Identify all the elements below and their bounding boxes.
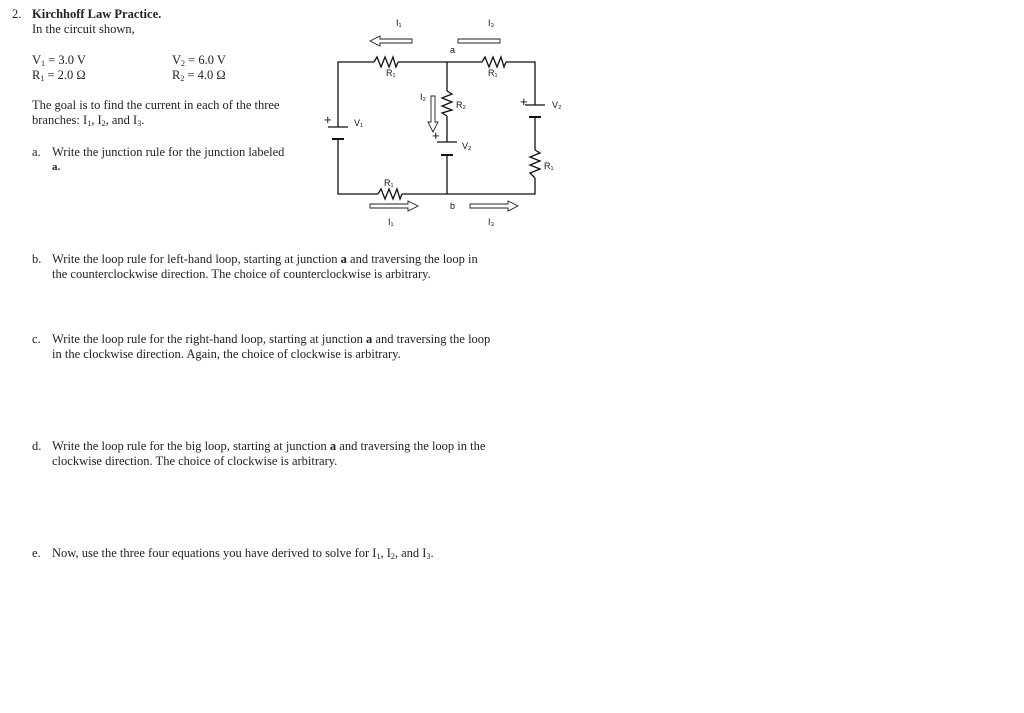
part-a-line-2: a. (52, 161, 61, 173)
V2-right-plus-sign: + (520, 94, 528, 109)
label-R2: R₂ (456, 100, 466, 110)
arrow-I1-top (370, 36, 412, 46)
given-r1: $R_1 = 2.0$ Ω (32, 68, 86, 83)
label-V1: V₁ (354, 118, 364, 128)
given-v1: $V_1 = 3.0$ V (32, 53, 86, 68)
part-b-line-2: the counterclockwise direction. The choice of counterclockwise is arbitrary. (52, 267, 431, 281)
label-I3-top: I₃ (488, 18, 495, 28)
label-I2: I₂ (420, 92, 426, 102)
problem-number: 2. (12, 7, 22, 21)
label-I1-bottom: I₁ (388, 217, 394, 227)
wire-bottom-right (402, 178, 535, 194)
V2-mid-plus-sign: + (432, 128, 440, 143)
given-r2: $R_2 = 4.0$ Ω (172, 68, 226, 83)
circuit-diagram (322, 14, 582, 236)
goal-line-2: branches: $I_1$, $I_2$, and $I_3$. (32, 113, 145, 128)
resistor-R1-top-right (482, 57, 506, 67)
part-d-line-2: clockwise direction. The choice of clockwise is arbitrary. (52, 454, 338, 468)
label-V2-right: V₂ (552, 100, 562, 110)
arrow-I3-top (458, 39, 500, 43)
part-d-letter: d. (32, 439, 42, 453)
arrow-I1-bottom (370, 201, 418, 211)
label-I3-bottom: I₃ (488, 217, 495, 227)
V1-plus-sign: + (324, 112, 332, 127)
arrow-I3-bottom (470, 201, 518, 211)
label-R1-top-left: R₁ (386, 68, 396, 78)
part-b-letter: b. (32, 252, 42, 266)
part-a-letter: a. (32, 145, 41, 159)
part-a-line-1: Write the junction rule for the junction labeled (52, 145, 285, 159)
resistor-R1-top-left (374, 57, 398, 67)
label-b: b (450, 201, 456, 211)
problem-intro: In the circuit shown, (32, 22, 135, 36)
resistor-R1-bottom (378, 189, 402, 199)
resistor-R1-right (530, 150, 540, 178)
goal-line-1: The goal is to find the current in each of the three (32, 98, 280, 112)
part-b-line-1: Write the loop rule for left-hand loop, starting at junction a and traversing the loop in (52, 252, 478, 266)
part-e-letter: e. (32, 546, 41, 560)
label-R1-right: R₁ (544, 161, 554, 171)
label-V2-mid: V₂ (462, 141, 472, 151)
part-c-line-2: in the clockwise direction. Again, the choice of clockwise is arbitrary. (52, 347, 401, 361)
part-e-text: Now, use the three four equations you have derived to solve for $I_1$, $I_2$, and $I_3$. (52, 546, 434, 561)
problem-title: Kirchhoff Law Practice. (32, 7, 162, 21)
arrow-I2 (428, 96, 438, 132)
wire-bottom-left (338, 139, 378, 194)
label-R1-top-right: R₁ (488, 68, 498, 78)
given-v2: $V_2 = 6.0$ V (172, 53, 226, 68)
part-c-line-1: Write the loop rule for the right-hand loop, starting at junction a and traversing the loop (52, 332, 491, 346)
part-d-line-1: Write the loop rule for the big loop, starting at junction a and traversing the loop in the (52, 439, 486, 453)
resistor-R2 (442, 91, 452, 116)
label-I1-top: I₁ (396, 18, 402, 28)
part-c-letter: c. (32, 332, 41, 346)
label-a: a (450, 45, 456, 55)
label-R1-bottom: R₁ (384, 178, 394, 188)
